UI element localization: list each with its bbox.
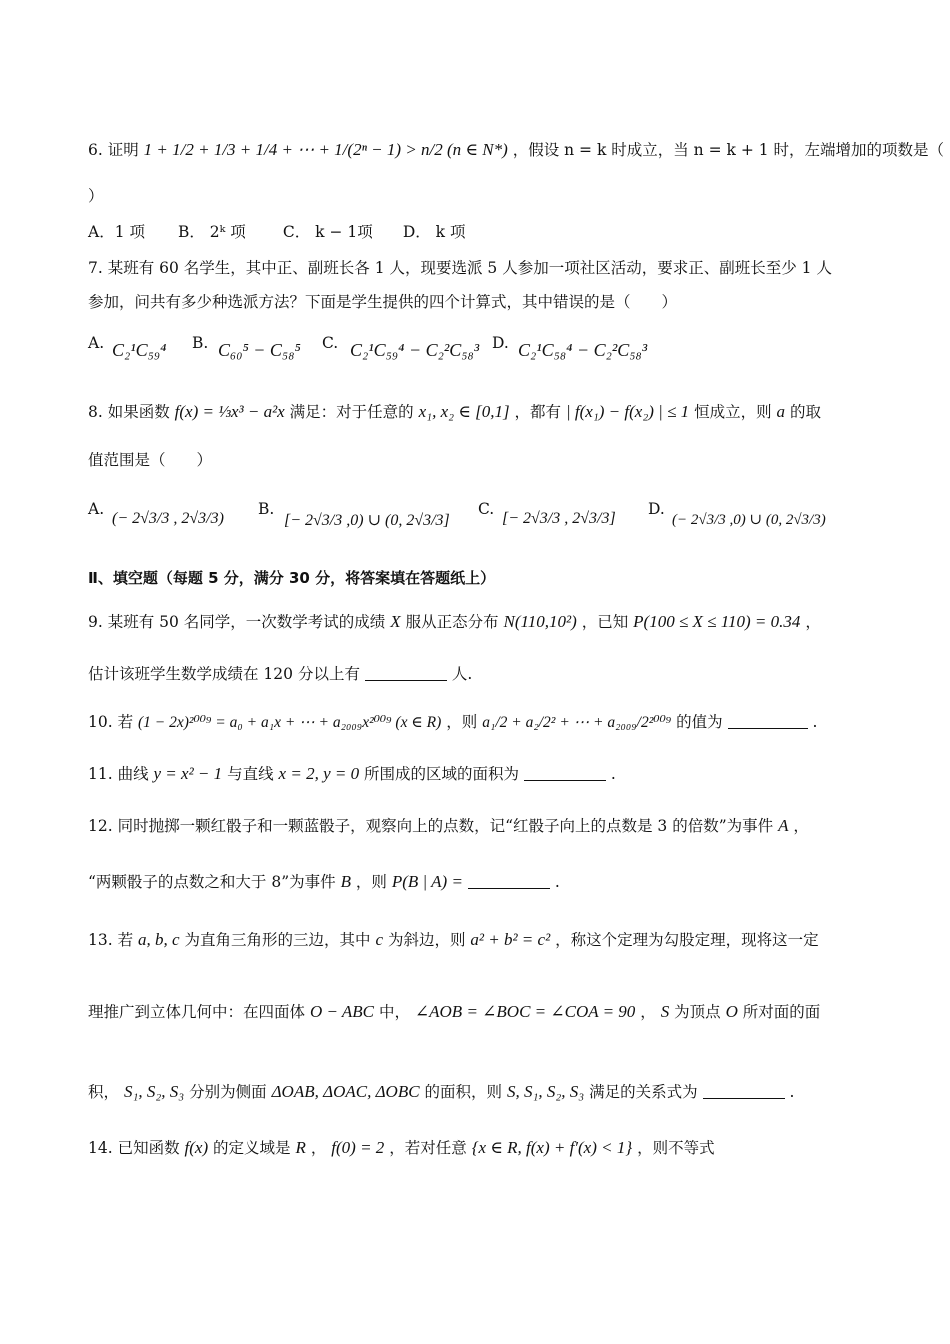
q12-math-b: B [340,872,351,891]
q11-text-c: 所围成的区域的面积为 [364,765,520,783]
q12-text-line1-end: ， [793,817,809,835]
q7-option-d: C₂¹C₅₈⁴ − C₂²C₅₈³ [518,340,648,360]
q14-text-c: ， [310,1139,327,1157]
q13-text-f: 中， [378,1003,410,1021]
q8-option-b: [− 2√3/3 ,0) ∪ (0, 2√3/3] [284,512,450,529]
q12-text-line1: 12. 同时抛掷一颗红骰子和一颗蓝骰子，观察向上的点数，记“红骰子向上的点数是 3 的倍数”为事件 [88,817,774,835]
q14-line [88,1136,890,1160]
q10-text-a: 10. 若 [88,713,134,731]
q13-text-c: 为斜边，则 [387,931,466,949]
q13-text-d: ，称这个定理为勾股定理，现将这一定 [555,931,819,949]
q10-math-expansion: (1 − 2x)²⁰⁰⁹ = a₀ + a₁x + ⋯ + a₂₀₀₉x²⁰⁰⁹ (x ∈ R) [138,714,442,731]
q8-text-a: 8. 如果函数 [88,403,170,421]
q9-math-x: X [390,612,401,631]
q9-text-c: ，已知 [581,613,629,631]
q9-line1 [88,610,890,634]
q9-text-b: 服从正态分布 [405,613,499,631]
q8-option-b-label: B. [258,500,275,518]
q9-math-probability: P(100 ≤ X ≤ 110) = 0.34 [633,612,801,631]
q11-line [88,762,890,786]
q6-option-a: A．1 项 [88,223,145,241]
q9-text-line2: 估计该班学生数学成绩在 120 分以上有 [88,665,360,683]
q9-text-end: 人. [451,665,473,683]
q6-option-c: C． k − 1项 [282,223,373,241]
q8-option-c: [− 2√3/3 , 2√3/3] [502,510,616,527]
q6-line1 [88,138,945,162]
q8-text-e: 的取 [789,403,821,421]
q13-line2 [88,1000,890,1024]
q13-math-angles: ∠AOB = ∠BOC = ∠COA = 90 [414,1002,636,1021]
q7-option-c-label: C. [322,334,339,352]
q12-text-b: ，则 [355,873,387,891]
q14-text-e: ，则不等式 [637,1139,715,1157]
q8-text-c: ，都有 [514,403,562,421]
q10-text-b: ，则 [446,713,478,731]
q7-option-c: C₂¹C₅₉⁴ − C₂²C₅₈³ [350,340,480,360]
q8-text-d: 恒成立，则 [694,403,772,421]
q13-math-sides: a, b, c [138,930,180,949]
q14-text-a: 14. 已知函数 [88,1139,180,1157]
q8-option-a: (− 2√3/3 , 2√3/3) [112,510,224,527]
q11-math-curve: y = x² − 1 [153,764,223,783]
q14-math-condition: {x ∈ R, f(x) + f′(x) < 1} [471,1138,633,1157]
q8-math-domain: x₁, x₂ ∈ [0,1] [418,402,510,421]
q13-text-e: 理推广到立体几何中：在四面体 [88,1003,306,1021]
q13-text-a: 13. 若 [88,931,134,949]
q9-text-d: ， [805,613,821,631]
q11-text-end: . [610,765,616,783]
q7-option-b-label: B. [192,334,209,352]
q9-line2 [88,662,890,686]
q11-math-lines: x = 2, y = 0 [278,764,360,783]
q14-text-d: ，若对任意 [389,1139,467,1157]
q14-math-r: R [295,1138,306,1157]
q13-text-l: 的面积，则 [424,1083,503,1101]
q14-text-b: 的定义域是 [213,1139,291,1157]
q12-math-conditional: P(B | A) = [391,872,463,891]
q7-option-b: C₆₀⁵ − C₅₈⁵ [218,340,301,360]
q13-math-c: c [375,930,383,949]
q10-text-end: . [812,713,818,731]
q13-answer-blank[interactable] [703,1082,785,1099]
q8-option-d: (− 2√3/3 ,0) ∪ (0, 2√3/3) [672,512,826,528]
q11-text-a: 11. 曲线 [88,765,149,783]
q9-text-a: 9. 某班有 50 名同学，一次数学考试的成绩 [88,613,386,631]
q13-text-h: 为顶点 [674,1003,721,1021]
q14-math-fx: f(x) [184,1138,209,1157]
q7-option-a: C₂¹C₅₉⁴ [112,340,167,360]
q7-line1: 7. 某班有 60 名学生，其中正、副班长各 1 人，现要选派 5 人参加一项社区活动，要求正、副班长至少 1 人 [88,259,832,277]
q8-line2: 值范围是（ ） [88,451,213,469]
q8-math-function: f(x) = ⅓x³ − a²x [174,402,285,421]
q12-text-a: “两颗骰子的点数之和大于 8”为事件 [88,873,336,891]
q13-text-g: ， [640,1003,656,1021]
q9-math-normal: N(110,10²) [503,612,577,631]
q13-math-faces: ΔOAB, ΔOAC, ΔOBC [271,1082,420,1101]
q7-option-a-label: A. [88,334,105,352]
q10-line [88,710,890,735]
q13-text-m: 满足的关系式为 [589,1083,698,1101]
q10-answer-blank[interactable] [728,712,808,729]
q12-line2 [88,870,890,894]
q8-text-b: 满足：对于任意的 [289,403,414,421]
q13-math-side-areas: S₁, S₂, S₃ [123,1082,185,1101]
q13-text-j: 积， [88,1083,120,1101]
q6-option-b: B． 2ᵏ 项 [177,223,246,241]
q6-text-rest: ，假设 n = k 时成立，当 n = k + 1 时，左端增加的项数是（ [512,141,945,159]
q12-math-a: A [778,816,789,835]
q7-line2: 参加，问共有多少种选派方法？下面是学生提供的四个计算式，其中错误的是（ ） [88,293,678,311]
q13-line3 [88,1080,890,1104]
q13-line1 [88,928,890,952]
q6-math: 1 + 1/2 + 1/3 + 1/4 + ⋯ + 1/(2ⁿ − 1) > n/2 (n ∈ N*) [143,140,508,159]
q13-text-i: 所对面的面 [742,1003,821,1021]
q8-option-d-label: D. [648,500,665,518]
q13-math-areas: S, S₁, S₂, S₃ [506,1082,585,1101]
q10-math-sum: a₁/2 + a₂/2² + ⋯ + a₂₀₀₉/2²⁰⁰⁹ [482,714,672,731]
q13-text-b: 为直角三角形的三边，其中 [184,931,371,949]
q13-text-k: 分别为侧面 [189,1083,267,1101]
section-2-heading: Ⅱ、填空题（每题 5 分，满分 30 分，将答案填在答题纸上） [88,569,496,587]
q13-math-s: S [660,1002,670,1021]
q11-text-b: 与直线 [227,765,274,783]
q9-answer-blank[interactable] [365,664,447,681]
q6-options [88,220,890,244]
q6-line2: ） [88,187,104,205]
q8-math-a: a [776,402,786,421]
q13-text-end: . [789,1083,795,1101]
q14-math-f0: f(0) = 2 [331,1138,385,1157]
q13-math-tetrahedron: O − ABC [309,1002,375,1021]
q13-math-o: O [725,1002,738,1021]
q8-option-a-label: A. [88,500,105,518]
q12-answer-blank[interactable] [468,872,550,889]
q7-option-d-label: D. [492,334,509,352]
q11-answer-blank[interactable] [524,764,606,781]
q13-math-pythagoras: a² + b² = c² [470,930,551,949]
q8-math-inequality: | f(x₁) − f(x₂) | ≤ 1 [566,402,690,421]
q6-text: 6. 证明 [88,141,139,159]
q8-line1 [88,400,890,424]
q6-option-d: D． k 项 [402,223,466,241]
q12-text-end: . [554,873,560,891]
q8-option-c-label: C. [478,500,495,518]
q10-text-c: 的值为 [676,713,723,731]
q12-line1 [88,814,890,838]
